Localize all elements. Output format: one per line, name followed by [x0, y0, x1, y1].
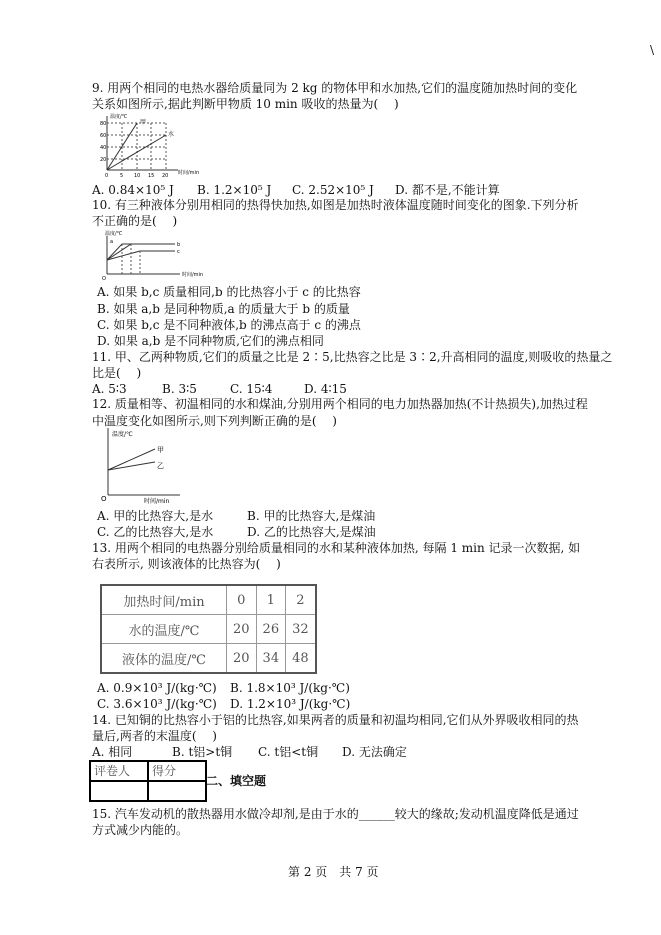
- question-text: 11. 甲、乙两种物质,它们的质量之比是 2∶5,比热容之比是 3∶2,升高相同的温度,则吸收的热量之: [92, 350, 613, 364]
- tick-label: 15: [148, 173, 155, 178]
- question-text: 关系如图所示,据此判断甲物质 10 min 吸收的热量为( ): [92, 97, 399, 111]
- option-d: D. 无法确定: [342, 745, 407, 759]
- score-header: 得分: [148, 761, 206, 781]
- question-text: 比是( ): [92, 366, 142, 380]
- series-label: 甲: [140, 119, 147, 126]
- question-text: 中温度变化如图所示,则下列判断正确的是( ): [92, 414, 337, 428]
- tick-label: 80: [100, 121, 107, 127]
- q9-chart: [100, 112, 200, 178]
- series-label: b: [177, 242, 181, 248]
- y-axis-label: 温度/℃: [105, 231, 123, 237]
- question-text: 14. 已知铜的比热容小于铝的比热容,如果两者的质量和初温均相同,它们从外界吸收相同的热: [92, 713, 579, 727]
- option-d: D. 乙的比热容大,是煤油: [247, 525, 376, 539]
- x-axis-label: 时间/min: [144, 498, 170, 505]
- grader-cell[interactable]: [90, 781, 148, 801]
- option-a: A. 相同: [92, 745, 133, 759]
- option-c: C. 如果 b,c 是不同种液体,b 的沸点高于 c 的沸点: [97, 318, 361, 332]
- option-b: B. 1.8×10³ J/(kg·℃): [230, 681, 350, 695]
- page-footer: 第 2 页 共 7 页: [288, 865, 379, 879]
- series-label: 甲: [157, 446, 164, 454]
- option-b: B. 如果 a,b 是同种物质,a 的质量大于 b 的质量: [97, 302, 350, 316]
- question-text: 9. 用两个相同的电热水器给质量同为 2 kg 的物体甲和水加热,它们的温度随加热时间的变化: [92, 81, 578, 95]
- series-label: a: [110, 239, 114, 245]
- option-b: B. t铝>t铜: [172, 745, 233, 759]
- x-axis-label: 时间/min: [178, 170, 200, 176]
- option-d: D. 如果 a,b 是不同种物质,它们的沸点相同: [97, 334, 324, 348]
- table-row: 水的温度/℃ 20 26 32: [101, 615, 316, 644]
- option-a: A. 0.9×10³ J/(kg·℃): [97, 681, 217, 695]
- option-d: D. 都不是,不能计算: [395, 183, 500, 197]
- series-label: c: [177, 249, 180, 255]
- table-row: 液体的温度/℃ 20 34 48: [101, 644, 316, 674]
- series-label: 乙: [157, 462, 164, 470]
- x-axis-label: 时间/min: [182, 272, 204, 278]
- option-a: A. 如果 b,c 质量相同,b 的比热容小于 c 的比热容: [97, 285, 361, 299]
- y-axis-label: 温度/℃: [112, 431, 133, 438]
- tick-label: 5: [120, 173, 124, 178]
- grader-header: 评卷人: [90, 761, 148, 781]
- y-axis-label: 温度/℃: [110, 114, 128, 120]
- option-d: D. 4∶15: [304, 382, 347, 396]
- q10-chart: [100, 230, 205, 282]
- tick-label: 10: [134, 173, 141, 178]
- option-d: D. 1.2×10³ J/(kg·℃): [230, 697, 351, 711]
- option-b: B. 1.2×10⁵ J: [197, 183, 272, 197]
- option-b: B. 3∶5: [162, 382, 197, 396]
- section-heading: 二、填空题: [206, 774, 267, 788]
- option-a: A. 0.84×10⁵ J: [92, 183, 174, 197]
- question-text: 10. 有三种液体分别用相同的热得快加热,如图是加热时液体温度随时间变化的图象.下列分析: [92, 198, 579, 212]
- question-text: 不正确的是( ): [92, 214, 178, 228]
- tick-label: 20: [162, 173, 169, 178]
- score-table: [89, 760, 207, 802]
- origin-label: O: [102, 276, 106, 282]
- option-a: A. 甲的比热容大,是水: [97, 509, 214, 523]
- series-label: 水: [168, 131, 175, 138]
- question-text: 量后,两者的末温度( ): [92, 729, 217, 743]
- question-text: 15. 汽车发动机的散热器用水做冷却剂,是由于水的______较大的缘故;发动机温度降低是通过: [92, 807, 579, 821]
- corner-mark: \: [650, 43, 655, 57]
- option-c: C. 2.52×10⁵ J: [292, 183, 374, 197]
- option-c: C. 3.6×10³ J/(kg·℃): [97, 697, 217, 711]
- data-table: [100, 584, 317, 674]
- tick-label: 60: [100, 133, 107, 139]
- table-row: 加热时间/min 0 1 2: [101, 585, 316, 615]
- origin-label: O: [101, 495, 107, 503]
- option-c: C. t铝<t铜: [258, 745, 319, 759]
- option-b: B. 甲的比热容大,是煤油: [247, 509, 376, 523]
- option-a: A. 5∶3: [92, 382, 127, 396]
- question-text: 右表所示, 则该液体的比热容为( ): [92, 557, 281, 571]
- option-c: C. 15∶4: [230, 382, 273, 396]
- tick-label: 0: [105, 173, 109, 178]
- option-c: C. 乙的比热容大,是水: [97, 525, 214, 539]
- tick-label: 20: [100, 157, 107, 163]
- question-text: 13. 用两个相同的电热器分别给质量相同的水和某种液体加热, 每隔 1 min 记录一次数据, 如: [92, 541, 581, 555]
- question-text: 12. 质量相等、初温相同的水和煤油,分别用两个相同的电力加热器加热(不计热损失),加热过程: [92, 397, 588, 411]
- question-text: 方式减少内能的。: [92, 823, 189, 837]
- score-cell[interactable]: [148, 781, 206, 801]
- q12-chart: [100, 425, 190, 505]
- tick-label: 40: [100, 145, 107, 151]
